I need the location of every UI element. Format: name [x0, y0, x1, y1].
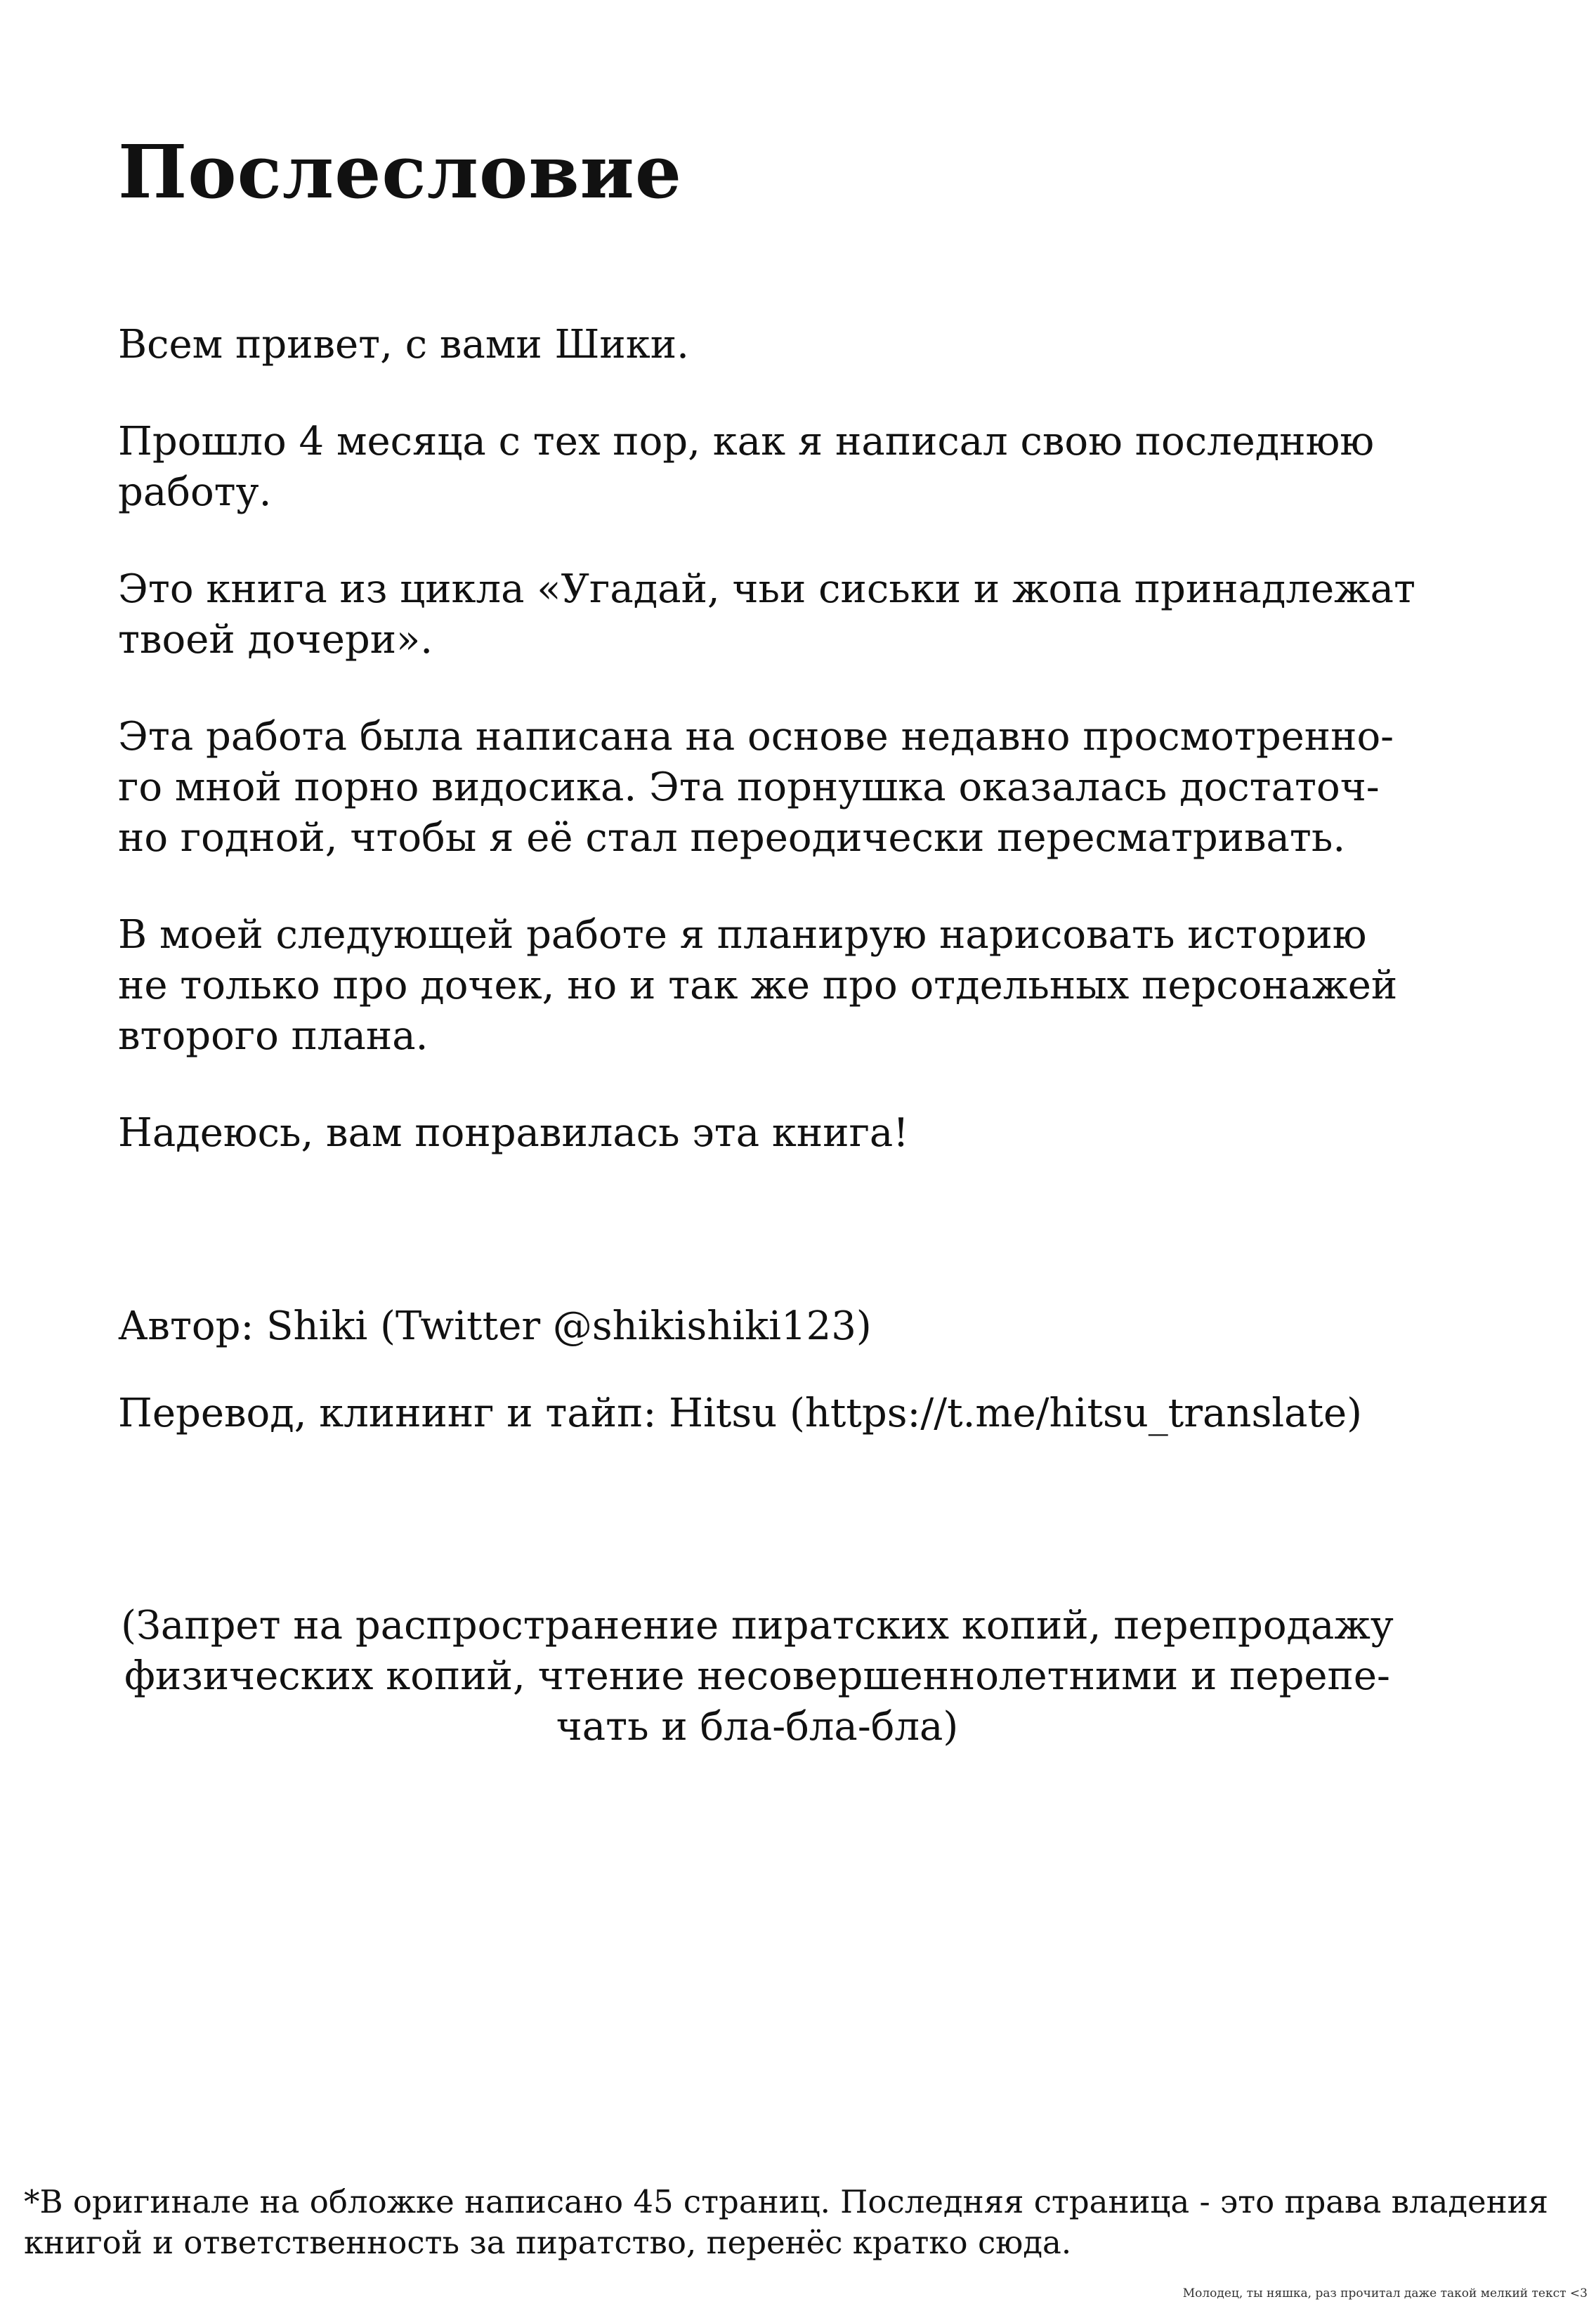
translation-credit: Перевод, клининг и тайп: Hitsu (https://t.me/hitsu_translate): [118, 1391, 1363, 1436]
page-title: Послесловие: [118, 129, 682, 215]
author-credit: Автор: Shiki (Twitter @shikishiki123): [118, 1303, 872, 1349]
paragraph-greeting: Всем привет, с вами Шики.: [118, 322, 689, 367]
paragraph-inspiration: Эта работа была написана на основе недавно просмотренно- го мной порно видосика. Эта порнушка оказалась достаточ- но годной, чтобы я её стал переодически пересматривать.: [118, 714, 1394, 861]
disclaimer: (Запрет на распространение пиратских копий, перепродажу физических копий, чтение несовершеннолетними и перепе- чать и бла-бла-бла): [121, 1603, 1394, 1750]
paragraph-closing: Надеюсь, вам понравилась эта книга!: [118, 1110, 909, 1156]
afterword-body: [118, 320, 1425, 1205]
credits: [118, 1301, 1495, 1476]
paragraph-next-work: В моей следующей работе я планирую нарисовать историю не только про дочек, но и так же про отдельных персонажей второго плана.: [118, 912, 1398, 1059]
footnote: *В оригинале на обложке написано 45 страниц. Последняя страница - это права владения книгой и ответственность за пиратство, перенёс кратко сюда.: [24, 2183, 1549, 2261]
tiny-note: Молодец, ты няшка, раз прочитал даже такой мелкий текст <3: [1182, 2286, 1588, 2300]
paragraph-series: Это книга из цикла «Угадай, чьи сиськи и жопа принадлежат твоей дочери».: [118, 566, 1415, 663]
paragraph-time-passed: Прошло 4 месяца с тех пор, как я написал свою последнюю работу.: [118, 419, 1375, 515]
